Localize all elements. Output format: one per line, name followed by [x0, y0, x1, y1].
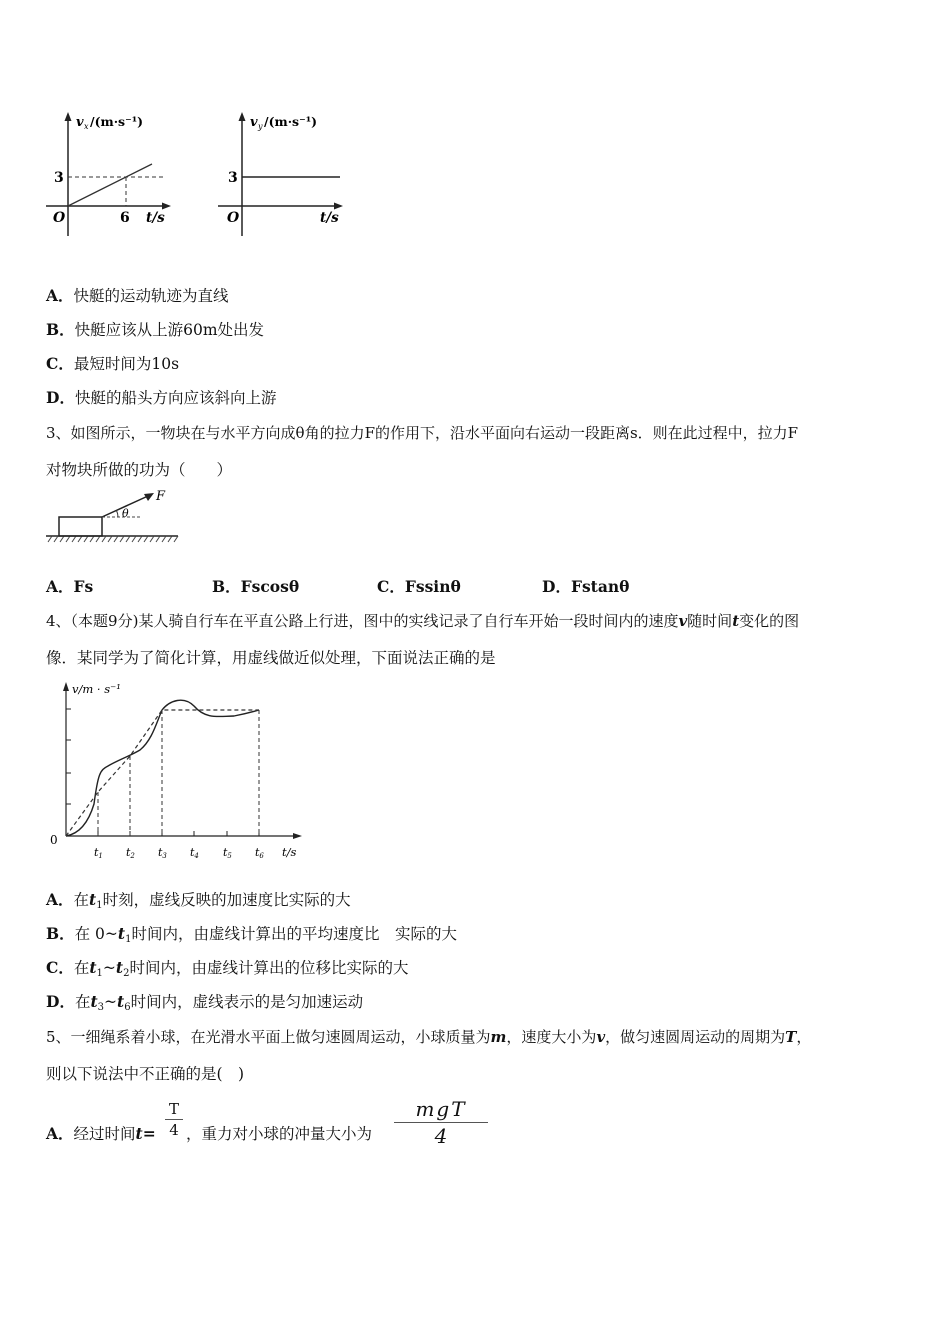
- origin: O: [53, 210, 66, 226]
- q3-stem-line1: 3、如图所示，一物块在与水平方向成θ角的拉力F的作用下，沿水平面向右运动一段距离s．则在此过程中，拉力F: [46, 424, 799, 442]
- vy-t-graph: [212, 108, 352, 243]
- q3-block-figure: [44, 486, 180, 548]
- q5-stem-line1: 5、一细绳系着小球，在光滑水平面上做匀速圆周运动，小球质量为m，速度大小为v，做匀速圆周运动的周期为T，: [46, 1028, 812, 1046]
- y-label-sub: y: [258, 122, 263, 131]
- x-label: t/s: [320, 210, 339, 226]
- x-ticks: [98, 831, 259, 836]
- fraction-denominator: 4: [169, 1121, 179, 1139]
- q3-option-b: B．Fscosθ: [212, 577, 300, 596]
- angle-arc: [117, 511, 119, 518]
- q3-option-d: D．Fstanθ: [542, 577, 630, 596]
- x-axis-arrow: [162, 203, 171, 210]
- y-axis-arrow: [63, 682, 69, 691]
- q4-stem-line2: 像．某同学为了简化计算，用虚线做近似处理，下面说法正确的是: [46, 649, 496, 667]
- origin: O: [227, 210, 240, 226]
- y-unit: /(m·s⁻¹): [264, 114, 318, 129]
- q5-option-a: A．经过时间t=: [46, 1124, 156, 1143]
- tick-t5: t5: [223, 846, 232, 860]
- q3-option-a: A．Fs: [46, 577, 94, 596]
- y-axis-arrow: [65, 112, 72, 121]
- fraction-numerator: mgT: [415, 1097, 467, 1121]
- origin: 0: [50, 833, 58, 847]
- q3-option-c: C．Fssinθ: [377, 577, 461, 596]
- fraction-t-over-4: [165, 1100, 183, 1139]
- tick-t2: t2: [126, 846, 135, 860]
- y-label: v/m · s⁻¹: [72, 682, 121, 696]
- fraction-numerator: T: [168, 1100, 179, 1118]
- q4-option-c: C．在$t_1\sim t_2$时间内，由虚线计算出的位移比实际的大: [46, 958, 409, 979]
- tick-t6: t6: [255, 846, 264, 860]
- fraction-mgt-over-4: [394, 1098, 488, 1147]
- vx-t-graph: [40, 108, 180, 243]
- tick-t3: t3: [158, 846, 167, 860]
- q5-stem-line2: 则以下说法中不正确的是( ): [46, 1065, 245, 1083]
- x-axis-arrow: [293, 833, 302, 839]
- y-label-sub: x: [84, 122, 89, 131]
- tick-t1: t1: [94, 846, 103, 860]
- q2-option-d: D．快艇的船头方向应该斜向上游: [46, 388, 277, 407]
- q4-option-b: B．在 $0\sim t_1$时间内，由虚线计算出的平均速度比 实际的大: [46, 924, 457, 945]
- x-tick: 6: [120, 210, 130, 226]
- fraction-bar: [165, 1119, 183, 1120]
- q4-v-t-graph: [44, 676, 304, 866]
- force-label: F: [156, 489, 166, 504]
- q4-stem-line1: 4、（本题9分)某人骑自行车在平直公路上行进，图中的实线记录了自行车开始一段时间内的速度v随时间t变化的图: [46, 612, 800, 630]
- q2-option-a: A．快艇的运动轨迹为直线: [46, 286, 229, 305]
- tick-t4: t4: [190, 846, 199, 860]
- q5-option-a-mid: ，重力对小球的冲量大小为: [186, 1125, 373, 1143]
- dashed-verticals: [98, 710, 259, 836]
- x-axis-arrow: [334, 203, 343, 210]
- angle-label: θ: [122, 507, 129, 520]
- q2-option-b: B．快艇应该从上游60m处出发: [46, 320, 265, 339]
- y-label: v: [250, 115, 258, 130]
- x-label: t/s: [282, 845, 297, 859]
- x-label: t/s: [146, 210, 165, 226]
- ground-hatch: [48, 536, 178, 542]
- q3-stem-line2: 对物块所做的功为（ ）: [46, 461, 233, 479]
- y-axis-arrow: [239, 112, 246, 121]
- velocity-line: [68, 164, 152, 206]
- fraction-denominator: 4: [434, 1124, 448, 1148]
- q2-option-c: C．最短时间为10s: [46, 354, 180, 373]
- y-ticks: [66, 709, 71, 804]
- block: [59, 517, 102, 536]
- y-label: v: [76, 115, 84, 130]
- fraction-bar: [394, 1122, 488, 1123]
- y-unit: /(m·s⁻¹): [90, 114, 144, 129]
- y-tick: 3: [54, 170, 64, 186]
- y-tick: 3: [228, 170, 238, 186]
- q4-option-d: D．在$t_3\sim t_6$时间内，虚线表示的是匀加速运动: [46, 992, 364, 1013]
- q4-option-a: A．在$t_1$时刻，虚线反映的加速度比实际的大: [46, 890, 351, 911]
